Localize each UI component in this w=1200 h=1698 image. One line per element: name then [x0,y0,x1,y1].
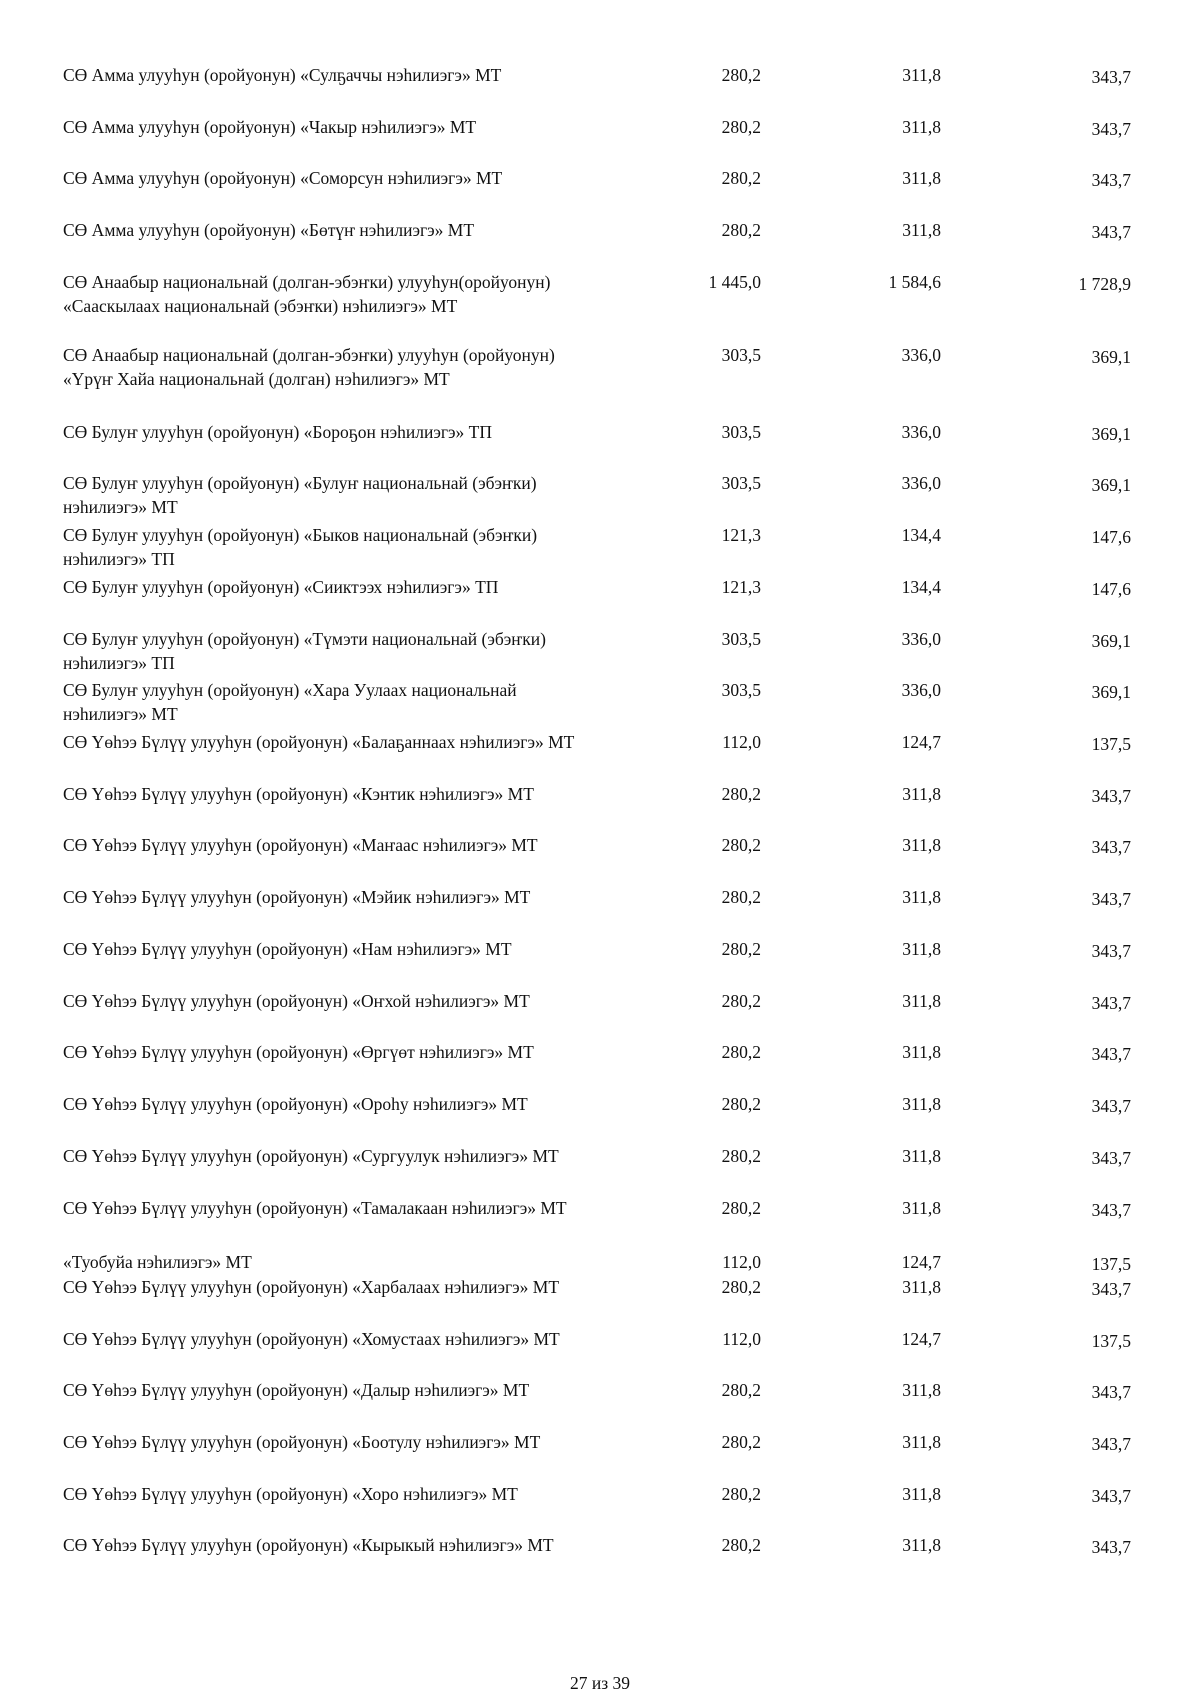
table-row [0,989,1200,1041]
table-row [0,782,1200,834]
value-year-1: 280,2 [721,220,761,240]
table-row [0,1144,1200,1196]
value-year-2: 311,8 [902,65,941,85]
value-year-3: 147,6 [1091,579,1131,599]
value-year-3: 343,7 [1091,1044,1131,1064]
value-year-1: 121,3 [721,525,761,545]
municipality-name: СӨ Үөһээ Бүлүү улууһун (оройуонун) «Өргүөт нэһилиэгэ» МТ [63,1042,534,1062]
value-year-3: 343,7 [1091,1148,1131,1168]
table-row [0,1275,1200,1327]
value-year-3: 343,7 [1091,889,1131,909]
municipality-name: СӨ Үөһээ Бүлүү улууһун (оройуонун) «Маҥаас нэһилиэгэ» МТ [63,835,538,855]
municipality-name: СӨ Үөһээ Бүлүү улууһун (оройуонун) «Тамалакаан нэһилиэгэ» МТ [63,1198,567,1218]
value-year-3: 343,7 [1091,119,1131,139]
municipality-name: СӨ Булуҥ улууһун (оройуонун) «Түмэти национальнай (эбэҥки) нэһилиэгэ» ТП [63,629,546,673]
value-year-1: 303,5 [721,422,761,442]
table-row [0,218,1200,270]
municipality-name: СӨ Үөһээ Бүлүү улууһун (оройуонун) «Хомустаах нэһилиэгэ» МТ [63,1329,560,1349]
value-year-1: 280,2 [721,1146,761,1166]
municipality-name: СӨ Үөһээ Бүлүү улууһун (оройуонун) «Боотулу нэһилиэгэ» МТ [63,1432,541,1452]
table-row [0,1327,1200,1379]
value-year-2: 336,0 [901,422,941,442]
value-year-2: 311,8 [902,168,941,188]
value-year-1: 280,2 [721,1484,761,1504]
municipality-name: СӨ Булуҥ улууһун (оройуонун) «Бороҕон нэһилиэгэ» ТП [63,422,492,442]
table-row [0,420,1200,472]
value-year-1: 280,2 [721,1432,761,1452]
value-year-2: 134,4 [901,577,941,597]
value-year-1: 280,2 [721,1042,761,1062]
municipality-name: СӨ Анаабыр национальнай (долган-эбэҥки) улууһун(оройуонун) «Сааскылаах национальнай (эбэҥки) нэһилиэгэ» МТ [63,272,551,316]
value-year-2: 336,0 [901,473,941,493]
municipality-name: СӨ Булуҥ улууһун (оройуонун) «Булуҥ национальнай (эбэҥки) нэһилиэгэ» МТ [63,473,537,517]
municipality-name: СӨ Үөһээ Бүлүү улууһун (оройуонун) «Мэйик нэһилиэгэ» МТ [63,887,531,907]
value-year-2: 124,7 [901,1252,941,1272]
municipality-name: СӨ Үөһээ Бүлүү улууһун (оройуонун) «Сургуулук нэһилиэгэ» МТ [63,1146,559,1166]
municipality-name: СӨ Үөһээ Бүлүү улууһун (оройуонун) «Далыр нэһилиэгэ» МТ [63,1380,530,1400]
value-year-1: 280,2 [721,1380,761,1400]
value-year-2: 336,0 [901,345,941,365]
table-row [0,1196,1200,1248]
value-year-2: 311,8 [902,1198,941,1218]
table-row [0,833,1200,885]
value-year-2: 311,8 [902,1380,941,1400]
municipality-name: СӨ Үөһээ Бүлүү улууһун (оройуонун) «Нам нэһилиэгэ» МТ [63,939,512,959]
table-row [0,678,1200,730]
value-year-3: 343,7 [1091,786,1131,806]
value-year-2: 336,0 [901,629,941,649]
table-row [0,1533,1200,1585]
value-year-3: 137,5 [1091,1331,1131,1351]
table-row [0,270,1200,322]
value-year-2: 311,8 [902,1146,941,1166]
value-year-1: 303,5 [721,473,761,493]
value-year-3: 137,5 [1091,1254,1131,1274]
value-year-2: 311,8 [902,991,941,1011]
value-year-1: 280,2 [721,168,761,188]
value-year-3: 343,7 [1091,837,1131,857]
value-year-3: 343,7 [1091,1434,1131,1454]
value-year-1: 280,2 [721,65,761,85]
value-year-3: 343,7 [1091,1486,1131,1506]
municipality-name: СӨ Үөһээ Бүлүү улууһун (оройуонун) «Ороһу нэһилиэгэ» МТ [63,1094,528,1114]
value-year-3: 343,7 [1091,1096,1131,1116]
value-year-1: 112,0 [722,732,761,752]
table-row [0,1378,1200,1430]
value-year-1: 280,2 [721,939,761,959]
value-year-3: 369,1 [1091,631,1131,651]
municipality-name: СӨ Булуҥ улууһун (оройуонун) «Сииктээх нэһилиэгэ» ТП [63,577,499,597]
value-year-2: 311,8 [902,1094,941,1114]
municipality-name: СӨ Үөһээ Бүлүү улууһун (оройуонун) «Харбалаах нэһилиэгэ» МТ [63,1277,560,1297]
value-year-1: 280,2 [721,835,761,855]
value-year-2: 311,8 [902,835,941,855]
value-year-2: 311,8 [902,1484,941,1504]
value-year-3: 147,6 [1091,527,1131,547]
value-year-1: 303,5 [721,680,761,700]
municipality-name: СӨ Булуҥ улууһун (оройуонун) «Быков национальнай (эбэҥки) нэһилиэгэ» ТП [63,525,538,569]
table-row [0,166,1200,218]
value-year-2: 124,7 [901,732,941,752]
value-year-2: 311,8 [902,117,941,137]
value-year-3: 343,7 [1091,993,1131,1013]
municipality-name: СӨ Амма улууһун (оройуонун) «Соморсун нэһилиэгэ» МТ [63,168,503,188]
value-year-2: 124,7 [901,1329,941,1349]
municipality-name: СӨ Үөһээ Бүлүү улууһун (оройуонун) «Балаҕаннаах нэһилиэгэ» МТ [63,732,575,752]
table-row [0,63,1200,115]
value-year-1: 112,0 [722,1329,761,1349]
municipality-name: «Туобуйа нэһилиэгэ» МТ [63,1252,252,1272]
value-year-2: 311,8 [902,1432,941,1452]
value-year-2: 311,8 [902,1535,941,1555]
value-year-3: 343,7 [1091,1537,1131,1557]
table-row [0,575,1200,627]
value-year-1: 280,2 [721,1094,761,1114]
value-year-3: 343,7 [1091,1382,1131,1402]
table-row [0,1482,1200,1534]
value-year-3: 369,1 [1091,475,1131,495]
value-year-2: 1 584,6 [888,272,941,292]
table-row [0,730,1200,782]
municipality-name: СӨ Амма улууһун (оройуонун) «Сулҕаччы нэһилиэгэ» МТ [63,65,502,85]
table-row [0,885,1200,937]
value-year-2: 336,0 [901,680,941,700]
table-row [0,1092,1200,1144]
value-year-3: 343,7 [1091,1279,1131,1299]
municipality-name: СӨ Үөһээ Бүлүү улууһун (оройуонун) «Кырыкый нэһилиэгэ» МТ [63,1535,554,1555]
value-year-3: 137,5 [1091,734,1131,754]
table-row [0,627,1200,679]
value-year-1: 303,5 [721,629,761,649]
value-year-3: 343,7 [1091,1200,1131,1220]
value-year-2: 311,8 [902,887,941,907]
value-year-3: 343,7 [1091,170,1131,190]
value-year-2: 311,8 [902,1277,941,1297]
value-year-1: 280,2 [721,784,761,804]
value-year-3: 369,1 [1091,347,1131,367]
value-year-2: 311,8 [902,220,941,240]
value-year-2: 311,8 [902,939,941,959]
municipality-name: СӨ Амма улууһун (оройуонун) «Чакыр нэһилиэгэ» МТ [63,117,477,137]
value-year-1: 280,2 [721,1198,761,1218]
value-year-3: 343,7 [1091,941,1131,961]
value-year-2: 134,4 [901,525,941,545]
table-row [0,115,1200,167]
table-row [0,937,1200,989]
municipality-name: СӨ Үөһээ Бүлүү улууһун (оройуонун) «Кэнтик нэһилиэгэ» МТ [63,784,534,804]
value-year-1: 280,2 [721,991,761,1011]
municipality-name: СӨ Үөһээ Бүлүү улууһун (оройуонун) «Хоро нэһилиэгэ» МТ [63,1484,518,1504]
municipality-name: СӨ Амма улууһун (оройуонун) «Бөтүҥ нэһилиэгэ» МТ [63,220,475,240]
page-number: 27 из 39 [569,1673,631,1693]
value-year-1: 280,2 [721,117,761,137]
table-row [0,1430,1200,1482]
value-year-3: 1 728,9 [1078,274,1131,294]
value-year-1: 280,2 [721,887,761,907]
value-year-1: 303,5 [721,345,761,365]
value-year-3: 369,1 [1091,424,1131,444]
value-year-1: 121,3 [721,577,761,597]
value-year-3: 369,1 [1091,682,1131,702]
value-year-3: 343,7 [1091,67,1131,87]
value-year-2: 311,8 [902,784,941,804]
table-row [0,471,1200,523]
value-year-1: 280,2 [721,1535,761,1555]
value-year-2: 311,8 [902,1042,941,1062]
value-year-1: 112,0 [722,1252,761,1272]
municipality-name: СӨ Анаабыр национальнай (долган-эбэҥки) улууһун (оройуонун) «Үрүҥ Хайа национальнай (долган) нэһилиэгэ» МТ [63,345,555,389]
municipality-name: СӨ Үөһээ Бүлүү улууһун (оройуонун) «Оҥхой нэһилиэгэ» МТ [63,991,530,1011]
table-row [0,1040,1200,1092]
value-year-1: 1 445,0 [708,272,761,292]
value-year-1: 280,2 [721,1277,761,1297]
table-row [0,343,1200,395]
table-row [0,523,1200,575]
municipality-name: СӨ Булуҥ улууһун (оройуонун) «Хара Уулаах национальнай нэһилиэгэ» МТ [63,680,517,724]
value-year-3: 343,7 [1091,222,1131,242]
